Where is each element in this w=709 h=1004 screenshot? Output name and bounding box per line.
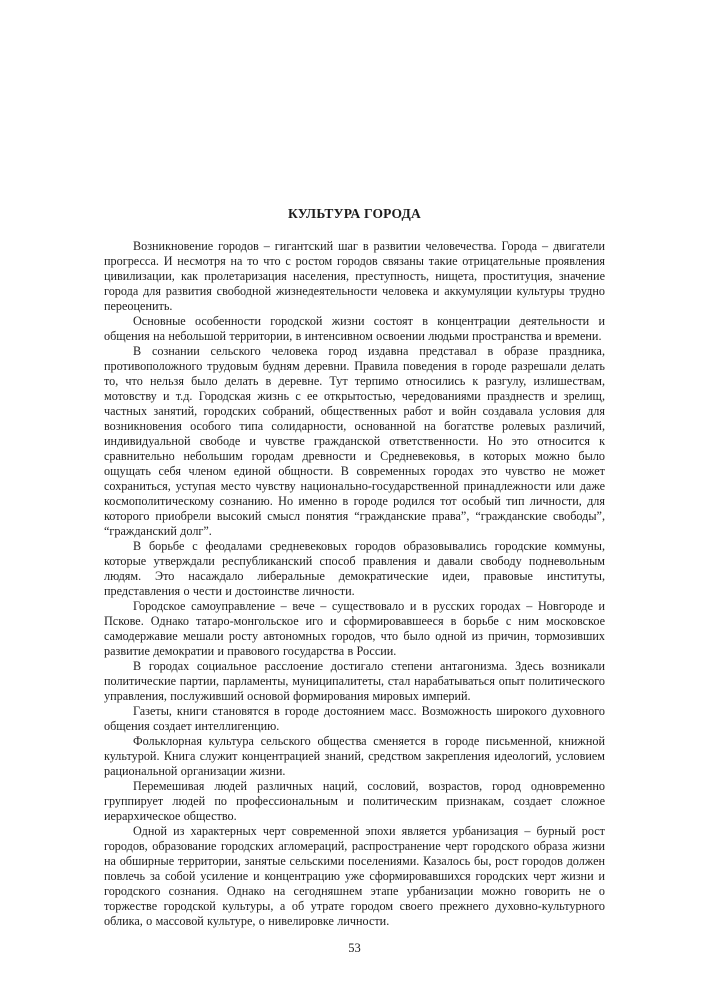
paragraph: В городах социальное расслоение достигало степени антагонизма. Здесь возникали политические партии, парламенты, муниципалитеты, стал нарабатываться опыт политического управления, послуживший основой формирования мировых империй. [104,659,605,703]
paragraph: Газеты, книги становятся в городе достоянием масс. Возможность широкого духовного общения создает интеллигенцию. [104,704,605,733]
paragraph: В сознании сельского человека город издавна представал в образе праздника, противоположного трудовым будням деревни. Правила поведения в городе разрешали делать то, что нельзя было делать в деревне. Тут терпимо относились к разгулу, излишествам, мотовству и т.д. Городская жизнь с ее открытостью, чередованиями празднеств и зрелищ, частных занятий, городских собраний, общественных работ и войн создавала условия для возникновения особого типа солидарности, основанной на богатстве ролевых различий, индивидуальной свободе и чувстве гражданской ответственности. Но это относится к сравнительно небольшим городам древности и Средневековья, в которых можно было ощущать себя членом единой общности. В современных городах это чувство не может сохраниться, уступая место чувству национально-государственной принадлежности или даже космополитическому сознанию. Но именно в городе родился тот особый тип личности, для которого приобрели высокий смысл понятия “гражданские права”, “гражданские свободы”, “гражданский долг”. [104,344,605,538]
paragraph: Городское самоуправление – вече – существовало и в русских городах – Новгороде и Пскове. Однако татаро-монгольское иго и сформировавшееся в борьбе с ним московское самодержавие мешали росту автономных городов, что было одной из причин, тормозивших развитие демократии и правового государства в России. [104,599,605,658]
page-number: 53 [348,941,361,955]
paragraph: Возникновение городов – гигантский шаг в развитии человечества. Города – двигатели прогресса. И несмотря на то что с ростом городов связаны такие отрицательные проявления цивилизации, как пролетаризация населения, преступность, нищета, проституция, значение города для развития свободной жизнедеятельности человека и аккумуляции культуры трудно переоценить. [104,239,605,313]
paragraph: Основные особенности городской жизни состоят в концентрации деятельности и общения на небольшой территории, в интенсивном освоении людьми пространства и времени. [104,314,605,343]
document-body [104,206,605,929]
paragraph: Перемешивая людей различных наций, сословий, возрастов, город одновременно группирует людей по профессиональным и политическим признакам, создает сложное иерархическое общество. [104,779,605,823]
page-title: КУЛЬТУРА ГОРОДА [288,206,421,221]
paragraph: Одной из характерных черт современной эпохи является урбанизация – бурный рост городов, образование городских агломераций, распространение черт городского образа жизни на обширные территории, занятые сельскими поселениями. Казалось бы, рост городов должен повлечь за собой усиление и концентрацию уже сформировавшихся городских черт жизни и городского сознания. Однако на сегодняшнем этапе урбанизации можно говорить не о торжестве городской культуры, а об утрате городом своего прежнего духовно-культурного облика, о массовой культуре, о нивелировке личности. [104,824,605,928]
paragraph: В борьбе с феодалами средневековых городов образовывались городские коммуны, которые утверждали республиканский способ правления и давали свободу подневольным людям. Это насаждало либеральные демократические идеи, правовые институты, представления о чести и достоинстве личности. [104,539,605,598]
paragraph: Фольклорная культура сельского общества сменяется в городе письменной, книжной культурой. Книга служит концентрацией знаний, средством закрепления идеологий, условием рациональной организации жизни. [104,734,605,778]
